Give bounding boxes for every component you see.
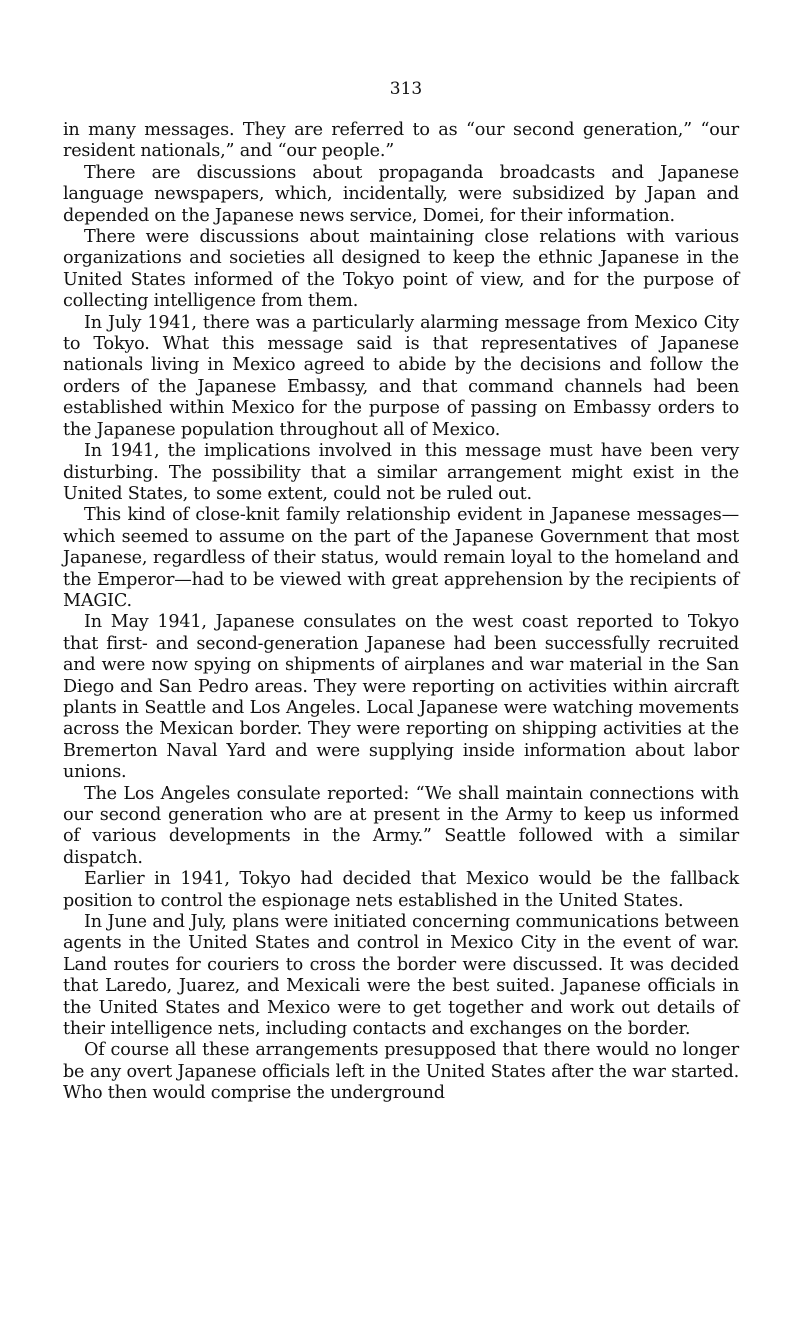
paragraph: The Los Angeles consulate reported: “We shall maintain connections with our second generation who are at present in the Army to keep us informed of various developments in the Army.” Seattle followed with a similar dispatch.	[63, 783, 739, 868]
paragraph: In May 1941, Japanese consulates on the west coast reported to Tokyo that first- and second-generation Japanese had been successfully recruited and were now spying on shipments of airplanes and war material in the San Diego and San Pedro areas. They were reporting on activities within aircraft plants in Seattle and Los Angeles. Local Japanese were watching movements across the Mexican border. They were reporting on shipping activities at the Bremerton Naval Yard and were supplying inside information about labor unions.	[63, 612, 739, 783]
paragraph: Earlier in 1941, Tokyo had decided that Mexico would be the fallback position to control the espionage nets established in the United States.	[63, 869, 739, 911]
page-number: 313	[389, 79, 423, 99]
paragraph: In 1941, the implications involved in this message must have been very disturbing. The possibility that a similar arrangement might exist in the United States, to some extent, could not be ruled out.	[63, 441, 739, 504]
paragraph: This kind of close-knit family relationship evident in Japanese messages—which seemed to assume on the part of the Japanese Government that most Japanese, regardless of their status, would remain loyal to the homeland and the Emperor—had to be viewed with great apprehension by the recipients of MAGIC.	[63, 505, 739, 611]
paragraph: There were discussions about maintaining close relations with various organizations and societies all designed to keep the ethnic Japanese in the United States informed of the Tokyo point of view, and for the purpose of collecting intelligence from them.	[63, 227, 739, 312]
document-page	[63, 78, 739, 1105]
paragraph: Of course all these arrangements presupposed that there would no longer be any overt Japanese officials left in the United States after the war started. Who then would comprise the underground	[63, 1040, 739, 1104]
paragraph: In June and July, plans were initiated concerning communications between agents in the United States and control in Mexico City in the event of war. Land routes for couriers to cross the border were discussed. It was decided that Laredo, Juarez, and Mexicali were the best suited. Japanese officials in the United States and Mexico were to get together and work out details of their intelligence nets, including contacts and exchanges on the border.	[63, 912, 739, 1040]
paragraph: There are discussions about propaganda broadcasts and Japanese language newspapers, which, incidentally, were subsidized by Japan and depended on the Japanese news service, Domei, for their information.	[63, 162, 739, 226]
paragraph: in many messages. They are referred to as “our second generation,” “our resident nationals,” and “our people.”	[63, 120, 739, 162]
paragraph: In July 1941, there was a particularly alarming message from Mexico City to Tokyo. What this message said is that representatives of Japanese nationals living in Mexico agreed to abide by the decisions and follow the orders of the Japanese Embassy, and that command channels had been established within Mexico for the purpose of passing on Embassy orders to the Japanese population throughout all of Mexico.	[63, 312, 739, 440]
